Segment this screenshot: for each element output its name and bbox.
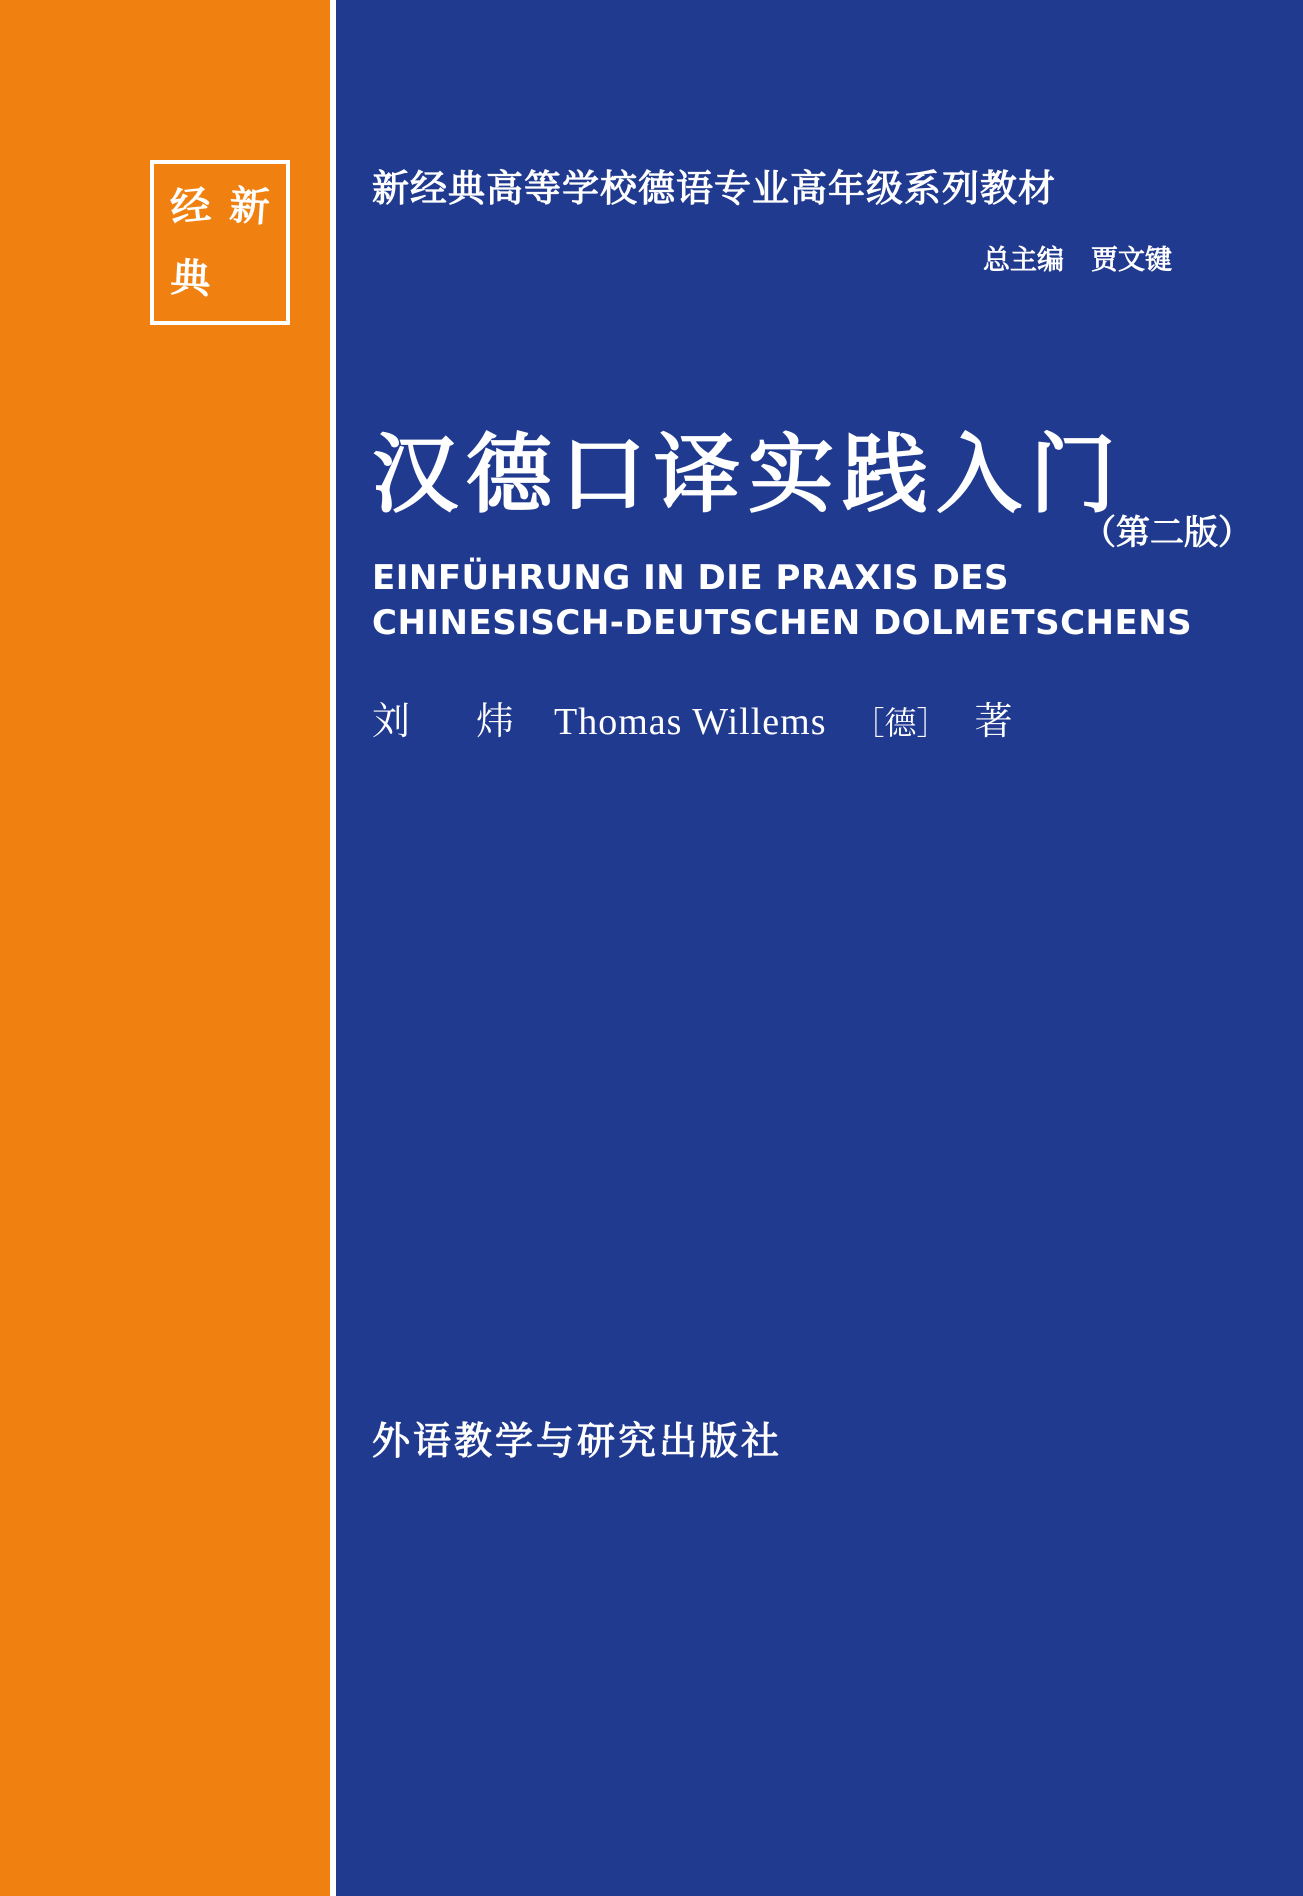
author-country-mark: ［德］ (852, 704, 949, 742)
author-chinese-name: 刘 炜 (372, 699, 529, 743)
seal-stamp-icon (150, 160, 290, 325)
page-title: 汉德口译实践入门 (372, 425, 1124, 525)
german-subtitle-line-2: CHINESISCH-DEUTSCHEN DOLMETSCHENS (372, 603, 1193, 644)
seal-char-bottom-left: 典 (169, 254, 212, 302)
seal-char-top-right: 新 (228, 182, 272, 231)
author-latin-name: Thomas Willems (554, 701, 827, 743)
seal-char-bottom-right (218, 241, 282, 316)
publisher-name: 外语教学与研究出版社 (372, 1419, 783, 1463)
seal-char-top-left: 经 (168, 181, 213, 231)
german-subtitle-line-1: EINFÜHRUNG IN DIE PRAXIS DES (372, 558, 1010, 598)
blue-background-field (336, 0, 1303, 1896)
seal-characters (161, 171, 279, 314)
author-line (372, 690, 1272, 745)
series-title: 新经典高等学校德语专业高年级系列教材 (372, 167, 1056, 210)
edition-label: （第二版） (1082, 513, 1252, 553)
chief-editor-line: 总主编 贾文键 (983, 245, 1172, 276)
author-role-label: 著 (974, 699, 1013, 743)
german-subtitle (372, 556, 1272, 646)
